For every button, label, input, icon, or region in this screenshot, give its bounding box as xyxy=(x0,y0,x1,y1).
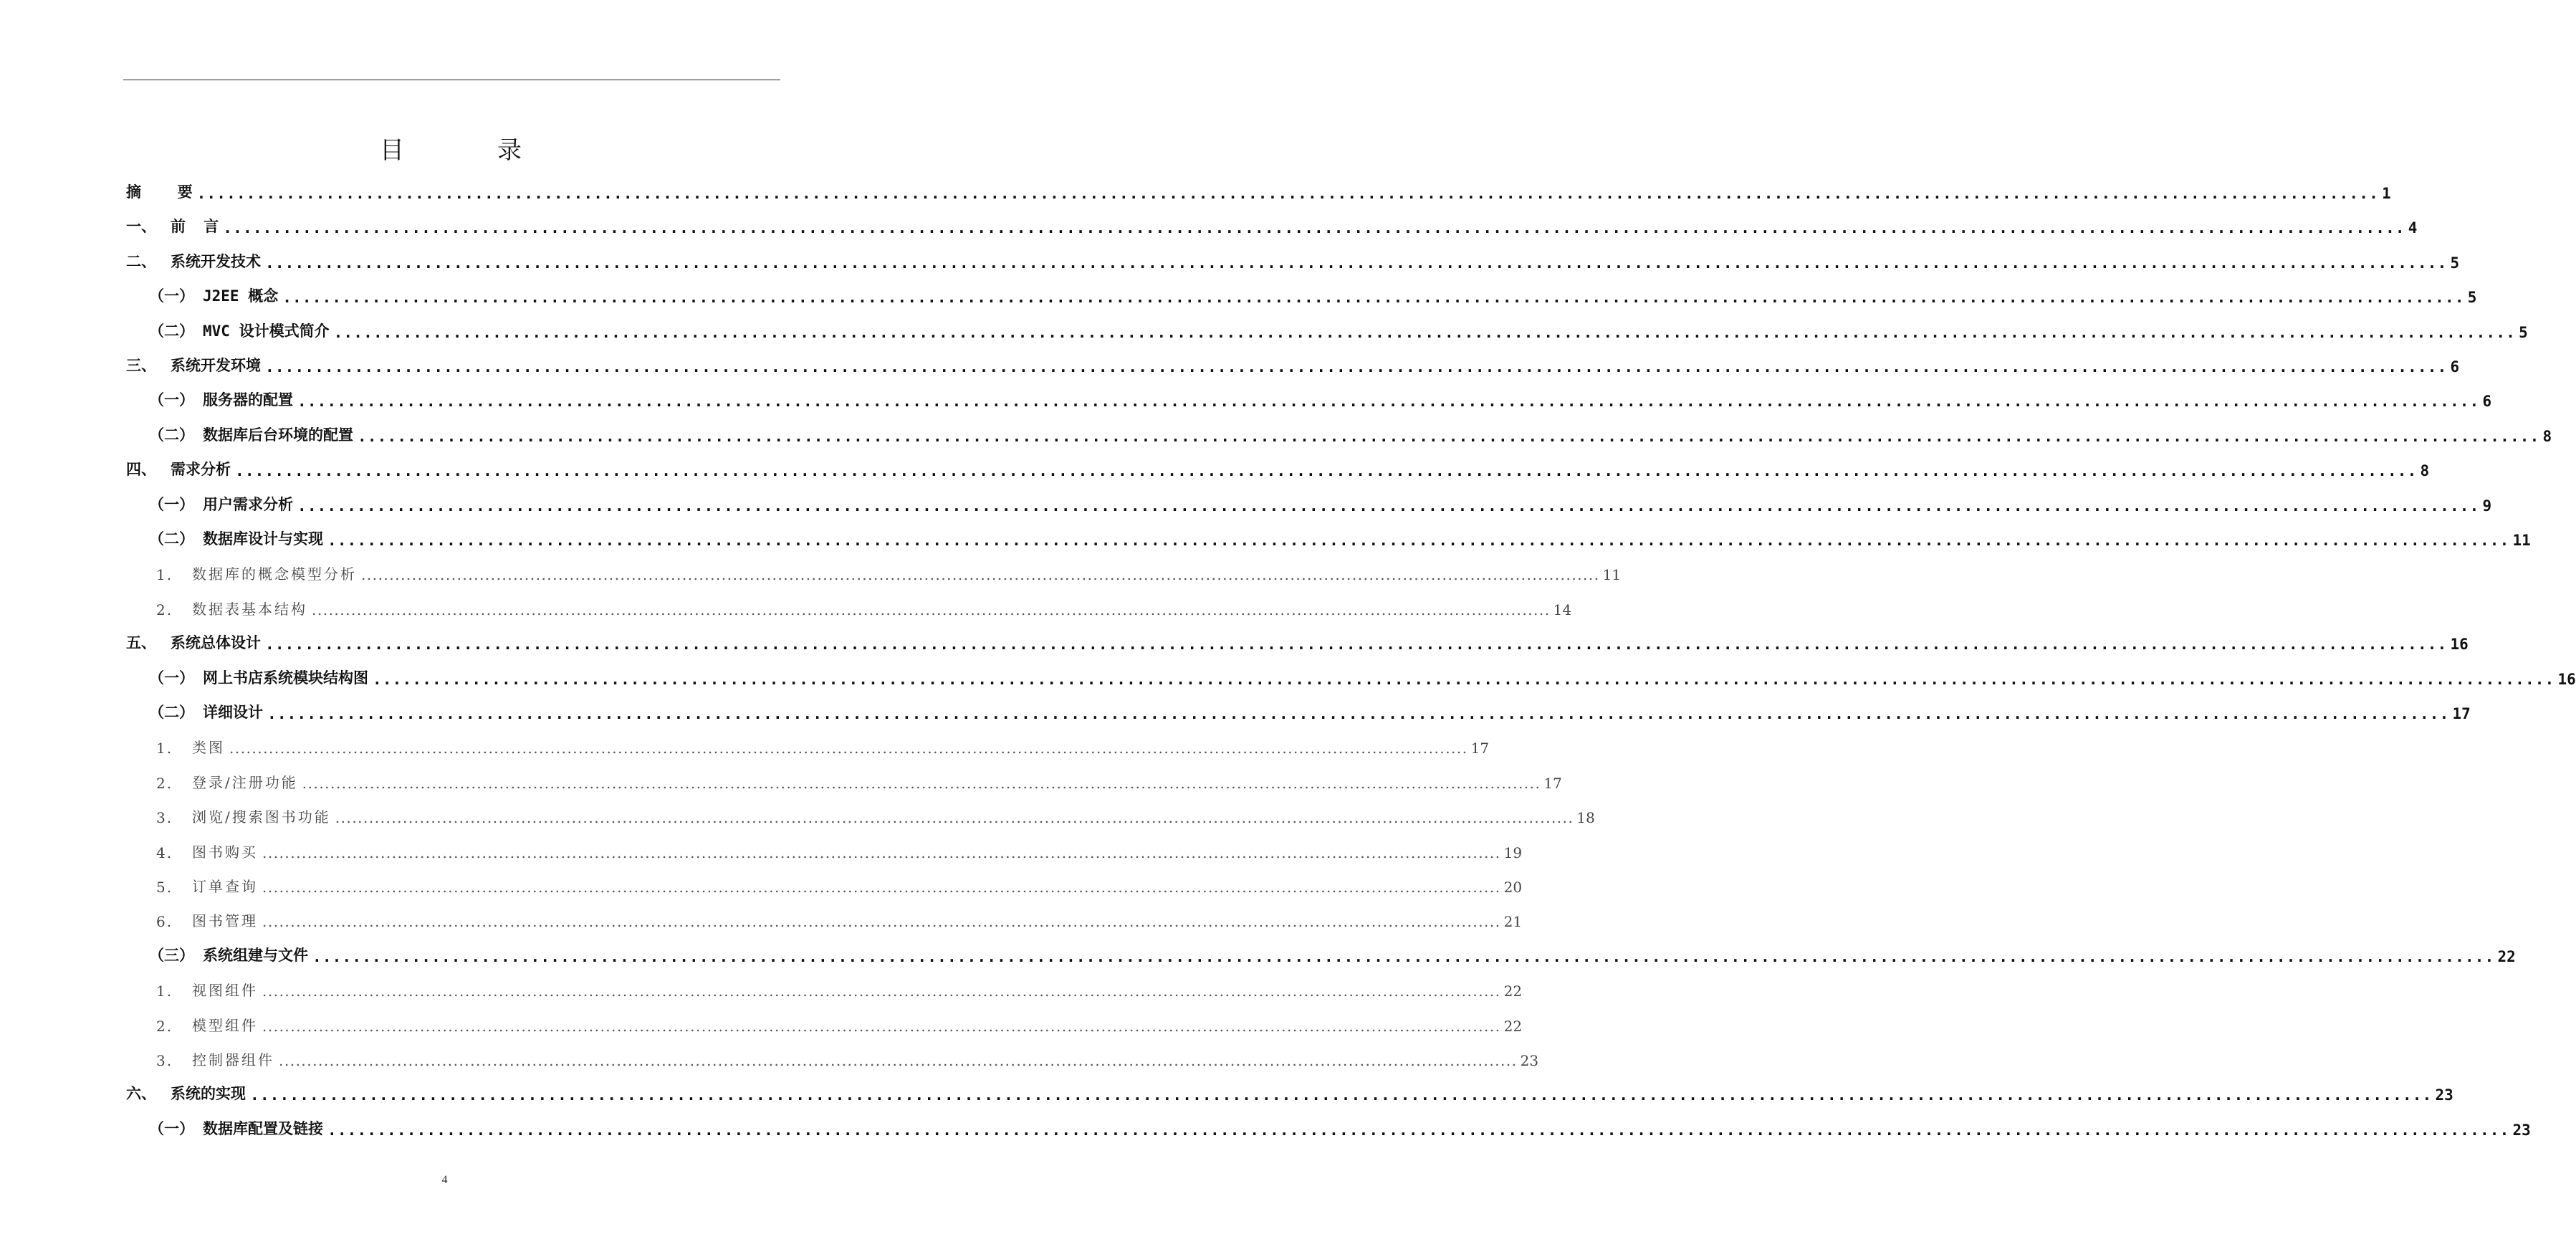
toc-entry-label: 系统组建与文件 xyxy=(203,946,308,964)
toc-entry-number: 六、 xyxy=(126,1085,156,1103)
toc-entry-page: 9 xyxy=(2482,497,2492,515)
toc-entry-page: 19 xyxy=(1503,843,1523,861)
toc-entry-label: 浏览/搜索图书功能 xyxy=(192,808,331,826)
toc-entry-page: 22 xyxy=(1503,983,1523,1000)
toc-entry-number: 2. xyxy=(156,601,173,618)
toc-leader-dots: ............................................................................................................................................................................................................................ xyxy=(297,497,2480,515)
toc-leader-dots: ............................................................................................................................................................................................................................ xyxy=(373,670,2555,688)
toc-entry-number: 3. xyxy=(156,809,173,827)
toc-entry-label: 摘 要 xyxy=(126,183,193,201)
toc-leader-dots: ............................................................................................................................................................................................................................ xyxy=(358,427,2540,445)
toc-entry[interactable] xyxy=(126,728,1490,757)
toc-entry-number: （一） xyxy=(149,669,194,687)
toc-leader-dots: ............................................................................................................................................................................................................................ xyxy=(282,289,2465,307)
toc-leader-dots: ............................................................................................................................................................................................................................ xyxy=(265,358,2448,376)
toc-entry[interactable] xyxy=(126,381,2492,411)
toc-leader-dots: ............................................................................................................................................................................................................................ xyxy=(361,566,1600,584)
toc-entry-page: 5 xyxy=(2519,323,2528,341)
toc-entry[interactable] xyxy=(126,208,2418,237)
toc-entry[interactable] xyxy=(126,1110,2531,1139)
toc-entry[interactable] xyxy=(126,1041,1539,1069)
toc-entry-label: 系统开发环境 xyxy=(171,357,261,374)
toc-entry-page: 6 xyxy=(2450,358,2460,376)
toc-leader-dots: ............................................................................................................................................................................................................................ xyxy=(302,774,1541,792)
toc-leader-dots: ............................................................................................................................................................................................................................ xyxy=(223,219,2405,237)
toc-entry-page: 4 xyxy=(2408,219,2418,237)
toc-leader-dots: ............................................................................................................................................................................................................................ xyxy=(196,185,2380,202)
title-char-1: 目 xyxy=(380,136,404,165)
toc-entry-label: 用户需求分析 xyxy=(203,495,293,513)
toc-entry-number: 2. xyxy=(156,1017,173,1035)
toc-entry[interactable] xyxy=(126,763,1562,792)
toc-leader-dots: ............................................................................................................................................................................................................................ xyxy=(297,393,2480,411)
toc-entry-page: 5 xyxy=(2450,254,2460,272)
toc-entry[interactable] xyxy=(126,694,2471,722)
toc-entry-page: 5 xyxy=(2467,289,2477,307)
toc-entry-number: 一、 xyxy=(126,218,156,236)
toc-entry-page: 17 xyxy=(1470,740,1490,757)
toc-entry-label: 系统开发技术 xyxy=(171,252,261,270)
toc-entry-page: 8 xyxy=(2542,427,2552,445)
toc-entry-page: 1 xyxy=(2382,185,2391,202)
toc-entry-number: （二） xyxy=(149,322,194,340)
toc-leader-dots: ............................................................................................................................................................................................................................ xyxy=(327,532,2510,549)
toc-entry-label: J2EE 概念 xyxy=(203,287,279,305)
toc-entry-number: （一） xyxy=(149,495,194,513)
toc-entry-page: 6 xyxy=(2482,393,2492,411)
toc-entry-label: 视图组件 xyxy=(192,982,258,1000)
toc-leader-dots: ............................................................................................................................................................................................................................ xyxy=(265,636,2448,654)
toc-entry-number: （二） xyxy=(149,530,194,548)
toc-entry-number: 5. xyxy=(156,879,173,896)
toc-entry[interactable] xyxy=(126,937,2516,965)
toc-entry-label: 数据库的概念模型分析 xyxy=(192,565,357,583)
toc-entry-label: 数据库设计与实现 xyxy=(203,530,323,548)
toc-entry[interactable] xyxy=(126,833,1523,861)
toc-entry-number: （三） xyxy=(149,946,194,964)
toc-leader-dots: ............................................................................................................................................................................................................................ xyxy=(279,1052,1518,1069)
toc-entry-number: （一） xyxy=(149,287,194,305)
toc-leader-dots: ............................................................................................................................................................................................................................ xyxy=(250,1086,2433,1104)
toc-entry-page: 20 xyxy=(1503,879,1523,896)
toc-entry-number: 6. xyxy=(156,913,173,931)
toc-entry-label: 数据库后台环境的配置 xyxy=(203,426,353,444)
toc-entry[interactable] xyxy=(126,867,1523,896)
toc-entry-label: 网上书店系统模块结构图 xyxy=(203,669,368,687)
toc-leader-dots: ............................................................................................................................................................................................................................ xyxy=(262,913,1501,931)
toc-leader-dots: ............................................................................................................................................................................................................................ xyxy=(262,983,1501,1000)
toc-entry-label: 详细设计 xyxy=(203,704,263,721)
toc-entry-label: 控制器组件 xyxy=(192,1051,274,1069)
toc-entry-number: 1. xyxy=(156,983,173,1000)
toc-entry[interactable] xyxy=(126,590,1572,618)
toc-entry-number: 五、 xyxy=(126,634,156,652)
toc-entry-label: 系统总体设计 xyxy=(171,634,261,652)
toc-entry[interactable] xyxy=(126,486,2492,515)
toc-entry-page: 22 xyxy=(1503,1017,1523,1035)
toc-entry-number: （二） xyxy=(149,704,194,721)
toc-entry-label: 登录/注册功能 xyxy=(192,773,298,791)
toc-entry-label: 订单查询 xyxy=(192,878,258,895)
toc-entry-number: （一） xyxy=(149,391,194,409)
toc-leader-dots: ............................................................................................................................................................................................................................ xyxy=(262,843,1501,861)
toc-entry-page: 23 xyxy=(2512,1121,2531,1139)
toc-entry-number: 1. xyxy=(156,740,173,757)
toc-entry-label: 图书购买 xyxy=(192,843,258,861)
toc-entry[interactable] xyxy=(126,555,1622,584)
toc-entry-number: 2. xyxy=(156,774,173,792)
toc-leader-dots: ............................................................................................................................................................................................................................ xyxy=(265,254,2448,272)
page-number: 4 xyxy=(441,1174,448,1186)
toc-entry-page: 14 xyxy=(1553,601,1572,618)
toc-entry[interactable] xyxy=(126,520,2531,549)
toc-entry-page: 18 xyxy=(1576,809,1595,827)
toc-entry-label: 图书管理 xyxy=(192,912,258,930)
toc-entry-number: 1. xyxy=(156,566,173,584)
toc-entry-page: 21 xyxy=(1503,913,1523,931)
toc-leader-dots: ............................................................................................................................................................................................................................ xyxy=(335,809,1574,827)
toc-entry-label: 数据库配置及链接 xyxy=(203,1119,323,1137)
toc-leader-dots: ............................................................................................................................................................................................................................ xyxy=(333,323,2517,341)
toc-leader-dots: ............................................................................................................................................................................................................................ xyxy=(312,947,2495,965)
toc-leader-dots: ............................................................................................................................................................................................................................ xyxy=(262,879,1501,896)
toc-entry-number: （二） xyxy=(149,426,194,444)
toc-entry-number: （一） xyxy=(149,1119,194,1137)
toc-entry-label: 系统的实现 xyxy=(171,1085,246,1103)
toc-leader-dots: ............................................................................................................................................................................................................................ xyxy=(312,601,1551,618)
toc-entry-label: 前 言 xyxy=(171,218,219,236)
toc-entry-page: 22 xyxy=(2497,947,2516,965)
toc-entry-label: MVC 设计模式简介 xyxy=(203,322,330,340)
toc-entry-number: 二、 xyxy=(126,252,156,270)
toc-entry[interactable] xyxy=(126,451,2430,480)
toc-entry[interactable] xyxy=(126,1006,1523,1035)
toc-leader-dots: ............................................................................................................................................................................................................................ xyxy=(327,1121,2510,1139)
toc-entry-label: 需求分析 xyxy=(171,461,231,479)
toc-leader-dots: ............................................................................................................................................................................................................................ xyxy=(262,1017,1501,1035)
toc-entry[interactable] xyxy=(126,243,2460,272)
toc-entry[interactable] xyxy=(126,902,1523,931)
toc-entry[interactable] xyxy=(126,971,1523,1000)
toc-entry[interactable] xyxy=(126,277,2477,307)
toc-entry-label: 服务器的配置 xyxy=(203,391,293,409)
toc-entry-page: 16 xyxy=(2557,670,2576,688)
toc-entry-page: 16 xyxy=(2450,636,2469,654)
toc-entry[interactable] xyxy=(126,1075,2453,1104)
toc-entry[interactable] xyxy=(126,347,2460,376)
toc-entry-number: 4. xyxy=(156,843,173,861)
toc-entry-label: 模型组件 xyxy=(192,1016,258,1034)
toc-entry[interactable] xyxy=(126,624,2469,654)
toc-entry-page: 11 xyxy=(2512,532,2531,549)
toc-entry-label: 类图 xyxy=(192,739,225,757)
toc-entry[interactable] xyxy=(126,416,2552,445)
toc-entry-page: 23 xyxy=(1520,1052,1539,1069)
toc-leader-dots: ............................................................................................................................................................................................................................ xyxy=(267,705,2450,722)
toc-leader-dots: ............................................................................................................................................................................................................................ xyxy=(229,740,1468,757)
toc-entry-number: 四、 xyxy=(126,461,156,479)
toc-entry-page: 8 xyxy=(2420,462,2430,480)
toc-entry-label: 数据表基本结构 xyxy=(192,600,307,618)
toc-entry-page: 17 xyxy=(2452,705,2471,722)
toc-entry-page: 17 xyxy=(1543,774,1562,792)
toc-entry-page: 23 xyxy=(2435,1086,2453,1104)
title-char-2: 录 xyxy=(497,136,522,165)
toc-entry[interactable] xyxy=(126,659,2576,688)
toc-entry[interactable] xyxy=(126,173,2391,202)
toc-entry[interactable] xyxy=(126,312,2528,341)
toc-entry-page: 11 xyxy=(1602,566,1622,584)
toc-entry-number: 三、 xyxy=(126,357,156,374)
toc-leader-dots: ............................................................................................................................................................................................................................ xyxy=(235,462,2418,480)
toc-entry[interactable] xyxy=(126,798,1595,827)
toc-entry-number: 3. xyxy=(156,1052,173,1069)
